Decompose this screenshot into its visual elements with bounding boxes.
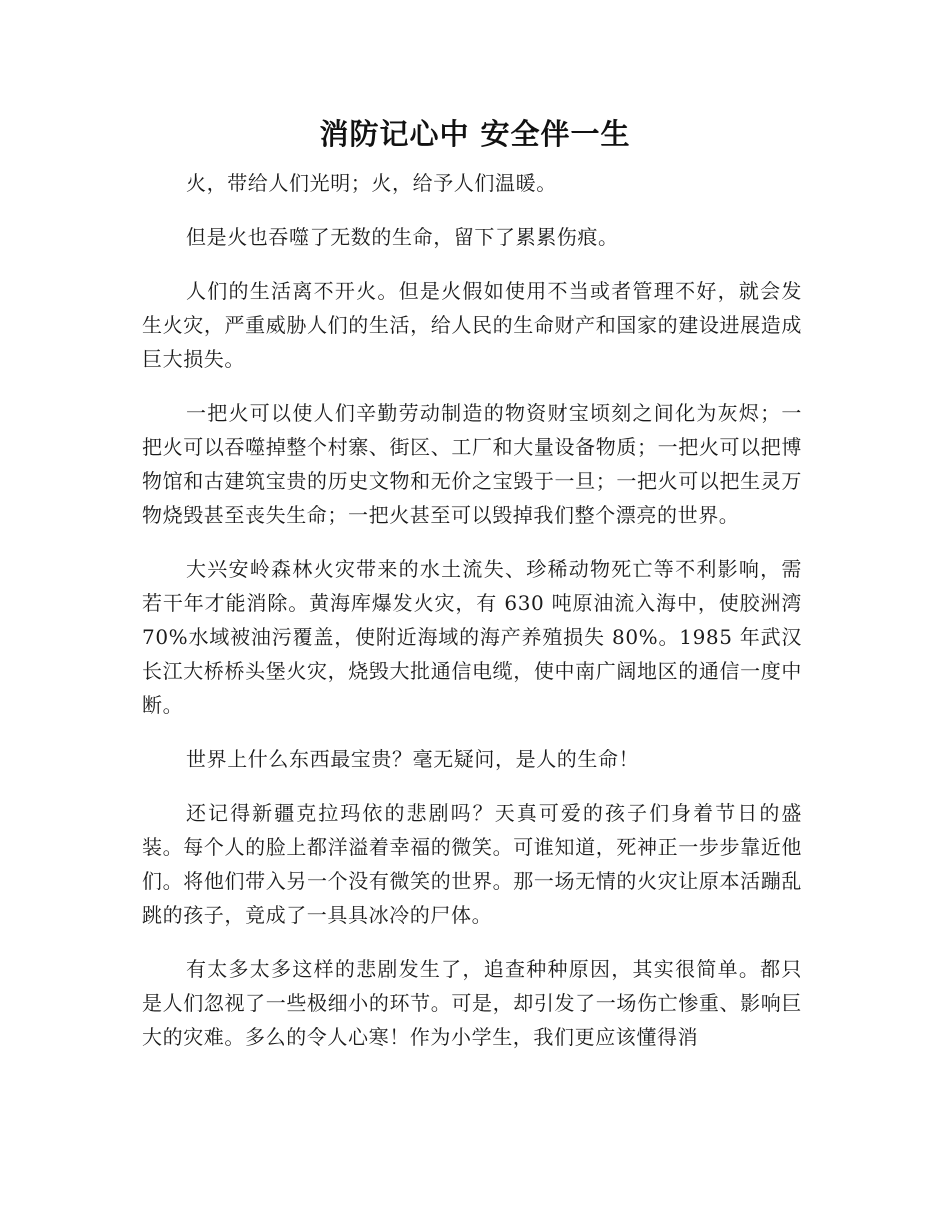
paragraph: 有太多太多这样的悲剧发生了，追查种种原因，其实很简单。都只是人们忽视了一些极细小的环节。可是，却引发了一场伤亡惨重、影响巨大的灾难。多么的令人心寒！作为小学生，我们更应该懂得消 [142, 957, 802, 1049]
document-title: 消防记心中 安全伴一生 [319, 117, 631, 151]
paragraph: 人们的生活离不开火。但是火假如使用不当或者管理不好，就会发生火灾，严重威胁人们的生活，给人民的生命财产和国家的建设进展造成巨大损失。 [142, 279, 802, 371]
paragraph: 还记得新疆克拉玛依的悲剧吗？天真可爱的孩子们身着节日的盛装。每个人的脸上都洋溢着幸福的微笑。可谁知道，死神正一步步靠近他们。将他们带入另一个没有微笑的世界。那一场无情的火灾让原本活蹦乱跳的孩子，竟成了一具具冰冷的尸体。 [142, 801, 802, 927]
paragraph: 大兴安岭森林火灾带来的水土流失、珍稀动物死亡等不利影响，需若干年才能消除。黄海库爆发火灾，有 630 吨原油流入海中，使胶洲湾 70%水域被油污覆盖，使附近海域的海产养殖损失 80%。1985 年武汉长江大桥桥头堡火灾，烧毁大批通信电缆，使中南广阔地区的通信一度中断。 [142, 557, 802, 717]
paragraph: 一把火可以使人们辛勤劳动制造的物资财宝顷刻之间化为灰烬；一把火可以吞噬掉整个村寨、街区、工厂和大量设备物质；一把火可以把博物馆和古建筑宝贵的历史文物和无价之宝毁于一旦；一把火可以把生灵万物烧毁甚至丧失生命；一把火甚至可以毁掉我们整个漂亮的世界。 [142, 401, 802, 527]
document-body [142, 166, 802, 1074]
paragraph: 火，带给人们光明；火，给予人们温暖。 [186, 171, 557, 195]
paragraph: 但是火也吞噬了无数的生命，留下了累累伤痕。 [186, 225, 619, 249]
paragraph: 世界上什么东西最宝贵？毫无疑问，是人的生命！ [186, 747, 640, 771]
